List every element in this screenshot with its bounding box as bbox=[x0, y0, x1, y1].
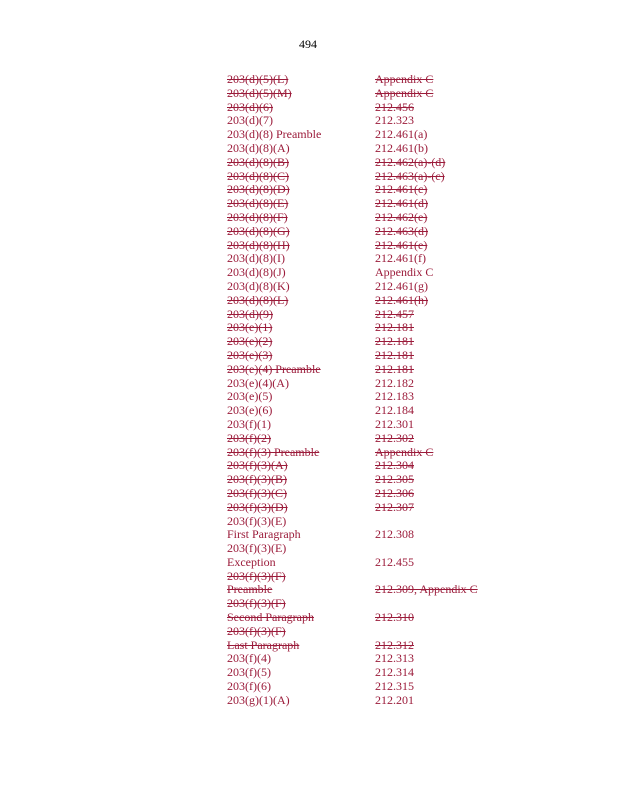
section-reference: Preamble bbox=[227, 582, 273, 597]
table-row bbox=[227, 114, 527, 128]
section-reference: 203(f)(3)(D) bbox=[227, 499, 288, 514]
regulation-reference: Appendix C bbox=[375, 265, 434, 280]
section-reference: 203(d)(7) bbox=[227, 113, 273, 128]
regulation-reference: 212.461(a) bbox=[375, 127, 428, 142]
section-reference: 203(f)(4) bbox=[227, 651, 271, 666]
table-row bbox=[227, 597, 527, 611]
section-reference: 203(f)(1) bbox=[227, 416, 271, 431]
section-reference: 203(f)(2) bbox=[227, 430, 271, 445]
table-row bbox=[227, 473, 527, 487]
regulation-reference: 212.314 bbox=[375, 665, 414, 680]
regulation-reference: 212.461(e) bbox=[375, 237, 428, 252]
regulation-reference: Appendix C bbox=[375, 85, 434, 100]
regulation-reference: 212.302 bbox=[375, 430, 414, 445]
regulation-reference: 212.309, Appendix C bbox=[375, 582, 478, 597]
section-reference: 203(e)(2) bbox=[227, 334, 273, 349]
table-row bbox=[227, 556, 527, 570]
section-reference: First Paragraph bbox=[227, 527, 301, 542]
section-reference: 203(d)(8)(K) bbox=[227, 278, 290, 293]
table-row bbox=[227, 73, 527, 87]
table-row bbox=[227, 570, 527, 584]
table-row bbox=[227, 266, 527, 280]
regulation-reference: 212.461(b) bbox=[375, 140, 428, 155]
regulation-reference: 212.181 bbox=[375, 347, 414, 362]
section-reference: 203(d)(5)(L) bbox=[227, 72, 289, 86]
table-row bbox=[227, 680, 527, 694]
table-row bbox=[227, 487, 527, 501]
section-reference: 203(f)(3)(C) bbox=[227, 485, 287, 500]
regulation-reference: 212.315 bbox=[375, 679, 414, 694]
table-row bbox=[227, 639, 527, 653]
regulation-reference: 212.323 bbox=[375, 113, 414, 128]
section-reference: 203(d)(6) bbox=[227, 99, 273, 114]
regulation-reference: 212.312 bbox=[375, 637, 414, 652]
regulation-reference: 212.456 bbox=[375, 99, 414, 114]
table-row bbox=[227, 321, 527, 335]
section-reference: 203(f)(5) bbox=[227, 665, 271, 680]
table-row bbox=[227, 142, 527, 156]
section-reference: 203(d)(8)(B) bbox=[227, 154, 289, 169]
table-row bbox=[227, 694, 527, 708]
section-reference: 203(d)(8)(G) bbox=[227, 223, 290, 238]
table-row bbox=[227, 87, 527, 101]
table-row bbox=[227, 583, 527, 597]
section-reference: 203(d)(8)(L) bbox=[227, 292, 289, 307]
regulation-reference: 212.461(d) bbox=[375, 196, 428, 211]
regulation-reference: 212.461(c) bbox=[375, 182, 428, 197]
section-reference: Last Paragraph bbox=[227, 637, 300, 652]
regulation-reference: 212.181 bbox=[375, 334, 414, 349]
cross-reference-table bbox=[227, 73, 527, 708]
regulation-reference: Appendix C bbox=[375, 72, 434, 86]
table-row bbox=[227, 294, 527, 308]
table-row bbox=[227, 432, 527, 446]
section-reference: 203(d)(9) bbox=[227, 306, 273, 321]
table-row bbox=[227, 363, 527, 377]
table-row bbox=[227, 542, 527, 556]
table-row bbox=[227, 418, 527, 432]
regulation-reference: 212.461(g) bbox=[375, 278, 428, 293]
section-reference: 203(g)(1)(A) bbox=[227, 692, 290, 707]
table-row bbox=[227, 377, 527, 391]
table-row bbox=[227, 528, 527, 542]
section-reference: 203(f)(3)(E) bbox=[227, 513, 287, 528]
section-reference: 203(d)(8)(E) bbox=[227, 196, 289, 211]
section-reference: 203(f)(3)(F) bbox=[227, 568, 286, 583]
table-row bbox=[227, 515, 527, 529]
table-row bbox=[227, 280, 527, 294]
table-row bbox=[227, 170, 527, 184]
section-reference: Second Paragraph bbox=[227, 610, 314, 625]
table-row bbox=[227, 308, 527, 322]
regulation-reference: 212.306 bbox=[375, 485, 414, 500]
section-reference: 203(d)(8)(I) bbox=[227, 251, 285, 266]
page-number: 494 bbox=[299, 37, 317, 51]
table-row bbox=[227, 197, 527, 211]
regulation-reference: 212.462(a)-(d) bbox=[375, 154, 446, 169]
regulation-reference: 212.181 bbox=[375, 320, 414, 335]
regulation-reference: 212.463(d) bbox=[375, 223, 428, 238]
regulation-reference: 212.461(f) bbox=[375, 251, 426, 266]
section-reference: 203(e)(3) bbox=[227, 347, 273, 362]
regulation-reference: 212.461(h) bbox=[375, 292, 428, 307]
table-row bbox=[227, 252, 527, 266]
regulation-reference: 212.305 bbox=[375, 472, 414, 487]
section-reference: 203(e)(5) bbox=[227, 389, 273, 404]
section-reference: 203(e)(6) bbox=[227, 403, 273, 418]
table-row bbox=[227, 183, 527, 197]
regulation-reference: 212.184 bbox=[375, 403, 414, 418]
section-reference: 203(d)(8)(H) bbox=[227, 237, 290, 252]
section-reference: 203(d)(5)(M) bbox=[227, 85, 292, 100]
table-row bbox=[227, 390, 527, 404]
section-reference: 203(f)(6) bbox=[227, 679, 271, 694]
table-row bbox=[227, 128, 527, 142]
table-row bbox=[227, 101, 527, 115]
table-row bbox=[227, 156, 527, 170]
table-row bbox=[227, 211, 527, 225]
table-row bbox=[227, 459, 527, 473]
section-reference: 203(f)(3)(F) bbox=[227, 596, 286, 611]
table-row bbox=[227, 611, 527, 625]
section-reference: 203(d)(8)(A) bbox=[227, 140, 290, 155]
section-reference: 203(d)(8)(D) bbox=[227, 182, 290, 197]
regulation-reference: Appendix C bbox=[375, 444, 434, 459]
table-row bbox=[227, 404, 527, 418]
table-row bbox=[227, 349, 527, 363]
table-row bbox=[227, 652, 527, 666]
regulation-reference: 212.455 bbox=[375, 554, 414, 569]
section-reference: 203(f)(3)(F) bbox=[227, 623, 286, 638]
regulation-reference: 212.313 bbox=[375, 651, 414, 666]
table-row bbox=[227, 335, 527, 349]
section-reference: 203(d)(8) Preamble bbox=[227, 127, 322, 142]
regulation-reference: 212.301 bbox=[375, 416, 414, 431]
regulation-reference: 212.457 bbox=[375, 306, 414, 321]
regulation-reference: 212.182 bbox=[375, 375, 414, 390]
regulation-reference: 212.183 bbox=[375, 389, 414, 404]
regulation-reference: 212.307 bbox=[375, 499, 414, 514]
regulation-reference: 212.304 bbox=[375, 458, 414, 473]
regulation-reference: 212.308 bbox=[375, 527, 414, 542]
section-reference: 203(e)(4)(A) bbox=[227, 375, 289, 390]
regulation-reference: 212.310 bbox=[375, 610, 414, 625]
regulation-reference: 212.201 bbox=[375, 692, 414, 707]
section-reference: Exception bbox=[227, 554, 276, 569]
table-row bbox=[227, 225, 527, 239]
table-row bbox=[227, 625, 527, 639]
regulation-reference: 212.181 bbox=[375, 361, 414, 376]
section-reference: 203(f)(3)(B) bbox=[227, 472, 287, 487]
section-reference: 203(e)(4) Preamble bbox=[227, 361, 321, 376]
table-row bbox=[227, 446, 527, 460]
regulation-reference: 212.462(e) bbox=[375, 209, 428, 224]
section-reference: 203(f)(3)(A) bbox=[227, 458, 288, 473]
section-reference: 203(f)(3) Preamble bbox=[227, 444, 320, 459]
section-reference: 203(d)(8)(F) bbox=[227, 209, 288, 224]
table-row bbox=[227, 239, 527, 253]
regulation-reference: 212.463(a)-(c) bbox=[375, 168, 445, 183]
section-reference: 203(d)(8)(C) bbox=[227, 168, 289, 183]
section-reference: 203(e)(1) bbox=[227, 320, 273, 335]
section-reference: 203(f)(3)(E) bbox=[227, 541, 287, 556]
section-reference: 203(d)(8)(J) bbox=[227, 265, 286, 280]
table-row bbox=[227, 666, 527, 680]
table-row bbox=[227, 501, 527, 515]
